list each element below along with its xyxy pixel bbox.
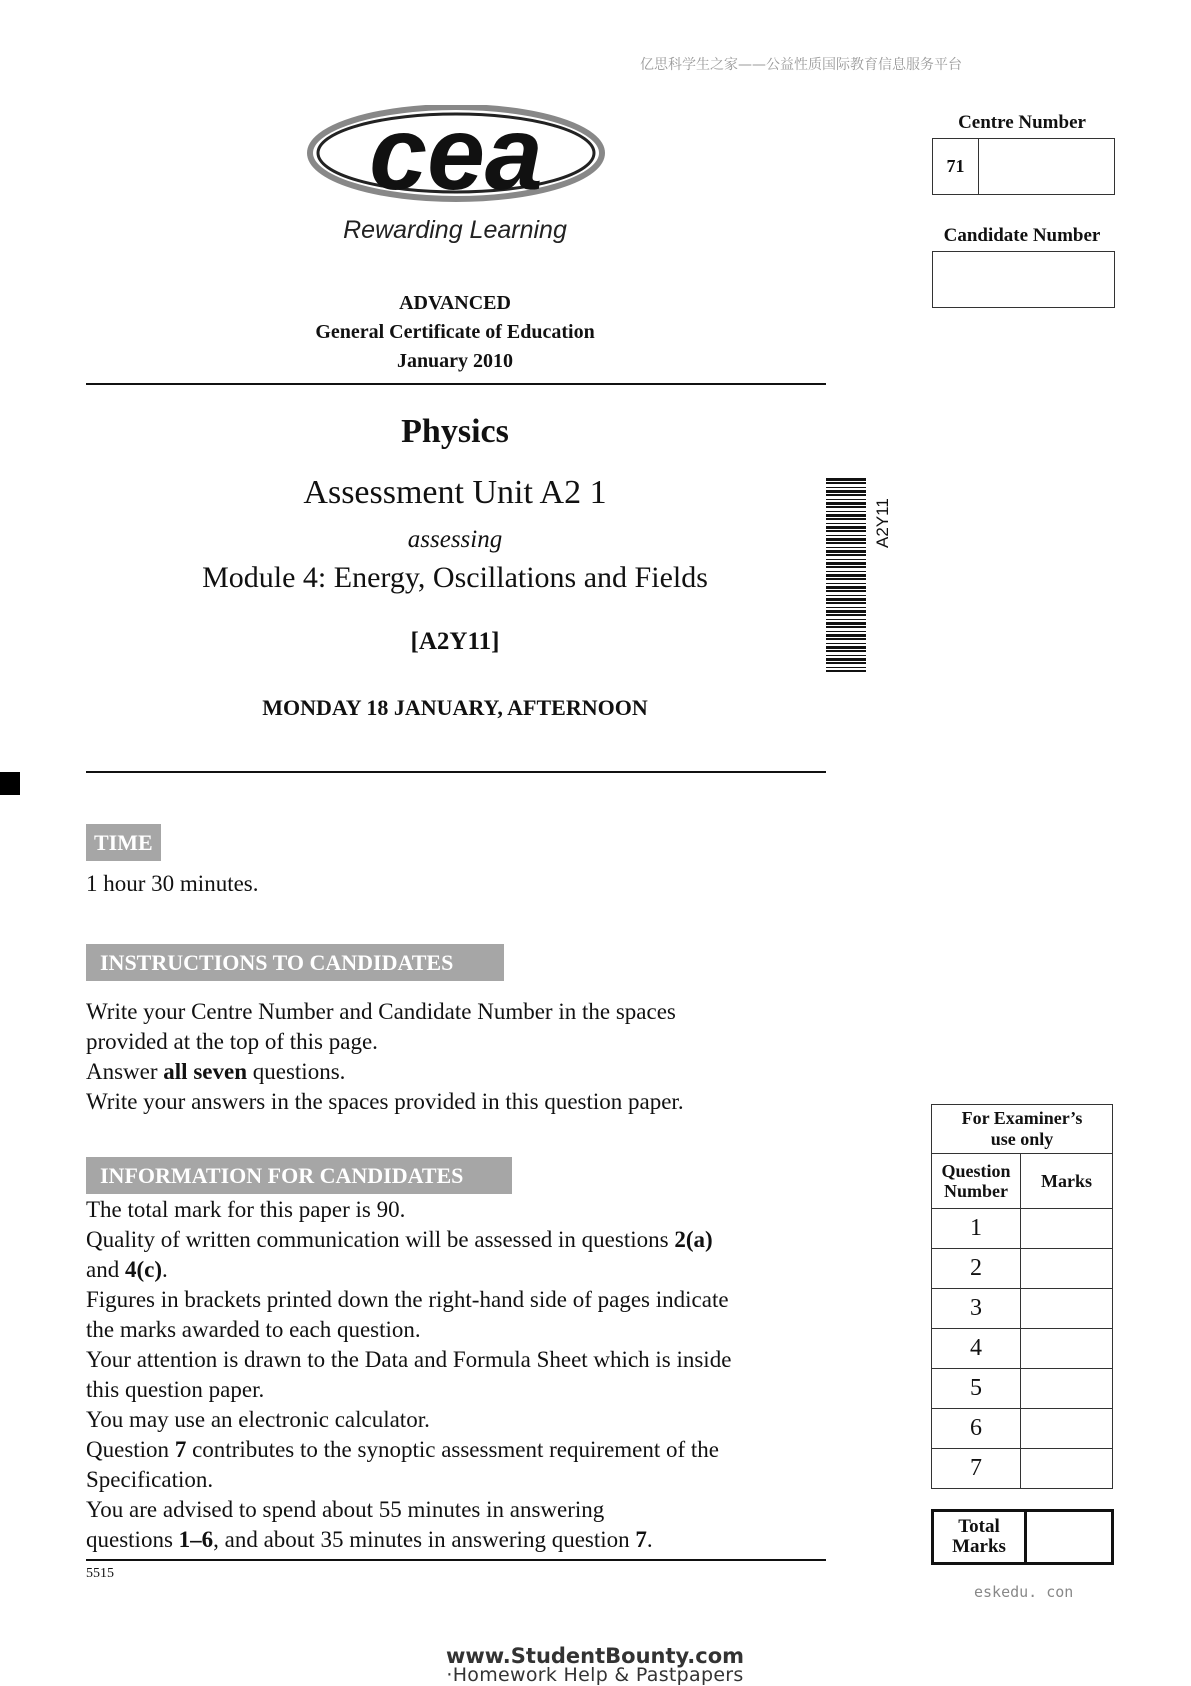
barcode-bar (826, 643, 866, 644)
marks-row (932, 1289, 1113, 1329)
divider (86, 383, 826, 385)
instruction-line: Answer all seven questions. (86, 1059, 346, 1084)
total-marks-cell[interactable] (1027, 1512, 1111, 1562)
instruction-line: Write your answers in the spaces provided in this question paper. (86, 1089, 684, 1114)
question-number: 6 (932, 1409, 1021, 1449)
centre-number-prefix: 71 (933, 139, 979, 194)
instruction-line: Write your Centre Number and Candidate Number in the spaces (86, 999, 676, 1024)
divider (86, 1559, 826, 1561)
question-number: 7 (932, 1449, 1021, 1489)
registration-mark (0, 772, 20, 795)
barcode-bar (826, 514, 866, 517)
barcode-bar (826, 499, 866, 500)
barcode-bar (826, 619, 866, 620)
marks-row (932, 1449, 1113, 1489)
barcode-bar (826, 526, 866, 529)
barcode-bar (826, 586, 866, 589)
barcode-bar (826, 478, 866, 481)
level: ADVANCED (399, 292, 511, 314)
exam-datetime: MONDAY 18 JANUARY, AFTERNOON (262, 695, 648, 720)
examiner-heading: For Examiner’s use only (932, 1105, 1113, 1154)
barcode-bar (826, 547, 866, 548)
barcode-bar (826, 610, 866, 613)
barcode-bar (826, 598, 866, 601)
candidate-number-label: Candidate Number (943, 225, 1101, 246)
footer-watermark: www.StudentBounty.com ·Homework Help & Pastpapers (445, 1644, 745, 1686)
barcode-bar (826, 550, 866, 553)
barcode-bar (826, 607, 866, 608)
information-text (86, 1195, 846, 1555)
info-line: this question paper. (86, 1377, 265, 1402)
question-number-header: Question Number (932, 1154, 1021, 1209)
barcode-bar (826, 482, 866, 484)
barcode-bar (826, 571, 866, 572)
barcode-bar (826, 583, 866, 584)
info-line: questions 1–6, and about 35 minutes in answering question 7. (86, 1527, 653, 1552)
barcode-bar (826, 670, 866, 672)
marks-cell[interactable] (1021, 1449, 1113, 1489)
info-line: Specification. (86, 1467, 214, 1492)
marks-row (932, 1409, 1113, 1449)
document-id: 5515 (86, 1566, 114, 1581)
marks-header: Marks (1021, 1154, 1113, 1209)
instructions-label: INSTRUCTIONS TO CANDIDATES (86, 944, 504, 981)
module-title: Module 4: Energy, Oscillations and Fields (202, 561, 708, 594)
info-line: You are advised to spend about 55 minutes in answering (86, 1497, 605, 1522)
session: January 2010 (396, 350, 514, 372)
barcode-bar (826, 538, 866, 541)
barcode-label: A2Y11 (873, 498, 892, 548)
barcode-bar (826, 574, 866, 577)
marks-cell[interactable] (1021, 1209, 1113, 1249)
total-marks-label: Total Marks (934, 1512, 1027, 1562)
marks-cell[interactable] (1021, 1409, 1113, 1449)
subject-title: Physics (401, 413, 509, 450)
barcode-bar (826, 662, 866, 664)
barcode-bar (826, 535, 866, 536)
barcode-bar (826, 566, 866, 568)
info-line: the marks awarded to each question. (86, 1317, 421, 1342)
marks-row (932, 1209, 1113, 1249)
barcode-bar (826, 490, 866, 493)
barcode-bar (826, 614, 866, 616)
barcode-bar (826, 542, 866, 544)
barcode-bar (826, 650, 866, 652)
question-number: 4 (932, 1329, 1021, 1369)
marks-row (932, 1249, 1113, 1289)
question-number: 2 (932, 1249, 1021, 1289)
marks-row (932, 1329, 1113, 1369)
divider (86, 771, 826, 773)
info-line: Question 7 contributes to the synoptic assessment requirement of the (86, 1437, 720, 1462)
instruction-line: provided at the top of this page. (86, 1029, 378, 1054)
barcode-bar (826, 638, 866, 640)
info-line: Your attention is drawn to the Data and Formula Sheet which is inside (86, 1347, 732, 1372)
barcode-bar (826, 622, 866, 625)
logo-wordmark: cea (369, 105, 543, 212)
info-line: You may use an electronic calculator. (86, 1407, 430, 1432)
assessing-label: assessing (407, 526, 503, 553)
info-line: Figures in brackets printed down the right-hand side of pages indicate (86, 1287, 729, 1312)
info-line: The total mark for this paper is 90. (86, 1197, 406, 1222)
barcode-bar (826, 506, 866, 508)
question-number: 3 (932, 1289, 1021, 1329)
barcode-bar (826, 494, 866, 496)
info-line: and 4(c). (86, 1257, 168, 1282)
barcode-bar (826, 562, 866, 565)
question-number: 1 (932, 1209, 1021, 1249)
marks-cell[interactable] (1021, 1369, 1113, 1409)
barcode-bar (826, 559, 866, 560)
barcode-bar (826, 602, 866, 604)
time-value: 1 hour 30 minutes. (86, 871, 259, 896)
barcode-bar (826, 502, 866, 505)
examiner-marks-table (931, 1104, 1113, 1489)
candidate-number-box[interactable] (932, 251, 1115, 308)
time-label: TIME (86, 824, 161, 861)
paper-code: [A2Y11] (410, 628, 500, 655)
barcode-bar (826, 578, 866, 580)
info-line: Quality of written communication will be assessed in questions 2(a) (86, 1227, 713, 1252)
barcode-bar (826, 511, 866, 512)
barcode-bar (826, 626, 866, 628)
qualification: General Certificate of Education (315, 321, 595, 343)
barcode-bar (826, 658, 866, 661)
barcode-bar (826, 655, 866, 656)
barcode-bar (826, 631, 866, 632)
barcode-bar (826, 554, 866, 556)
centre-number-box[interactable] (932, 138, 1115, 195)
question-number: 5 (932, 1369, 1021, 1409)
barcode-bar (826, 634, 866, 637)
footer-site: eskedu. con (974, 1583, 1074, 1601)
centre-number-label: Centre Number (958, 112, 1086, 133)
logo-tagline: Rewarding Learning (343, 216, 567, 244)
barcode-bar (826, 646, 866, 649)
marks-row (932, 1369, 1113, 1409)
barcode-bar (826, 530, 866, 532)
instructions-text (86, 997, 826, 1117)
barcode-bar (826, 667, 866, 668)
marks-cell[interactable] (1021, 1249, 1113, 1289)
information-label: INFORMATION FOR CANDIDATES (86, 1157, 512, 1194)
total-marks-box (931, 1509, 1114, 1565)
barcode-bar (826, 595, 866, 596)
barcode-bar (826, 487, 866, 488)
barcode-bar (826, 523, 866, 524)
barcode-bar (826, 590, 866, 592)
marks-cell[interactable] (1021, 1289, 1113, 1329)
barcode (826, 478, 866, 672)
barcode-bar (826, 518, 866, 520)
marks-cell[interactable] (1021, 1329, 1113, 1369)
assessment-unit: Assessment Unit A2 1 (303, 474, 607, 511)
watermark-text: 亿思科学生之家——公益性质国际教育信息服务平台 (640, 57, 962, 73)
